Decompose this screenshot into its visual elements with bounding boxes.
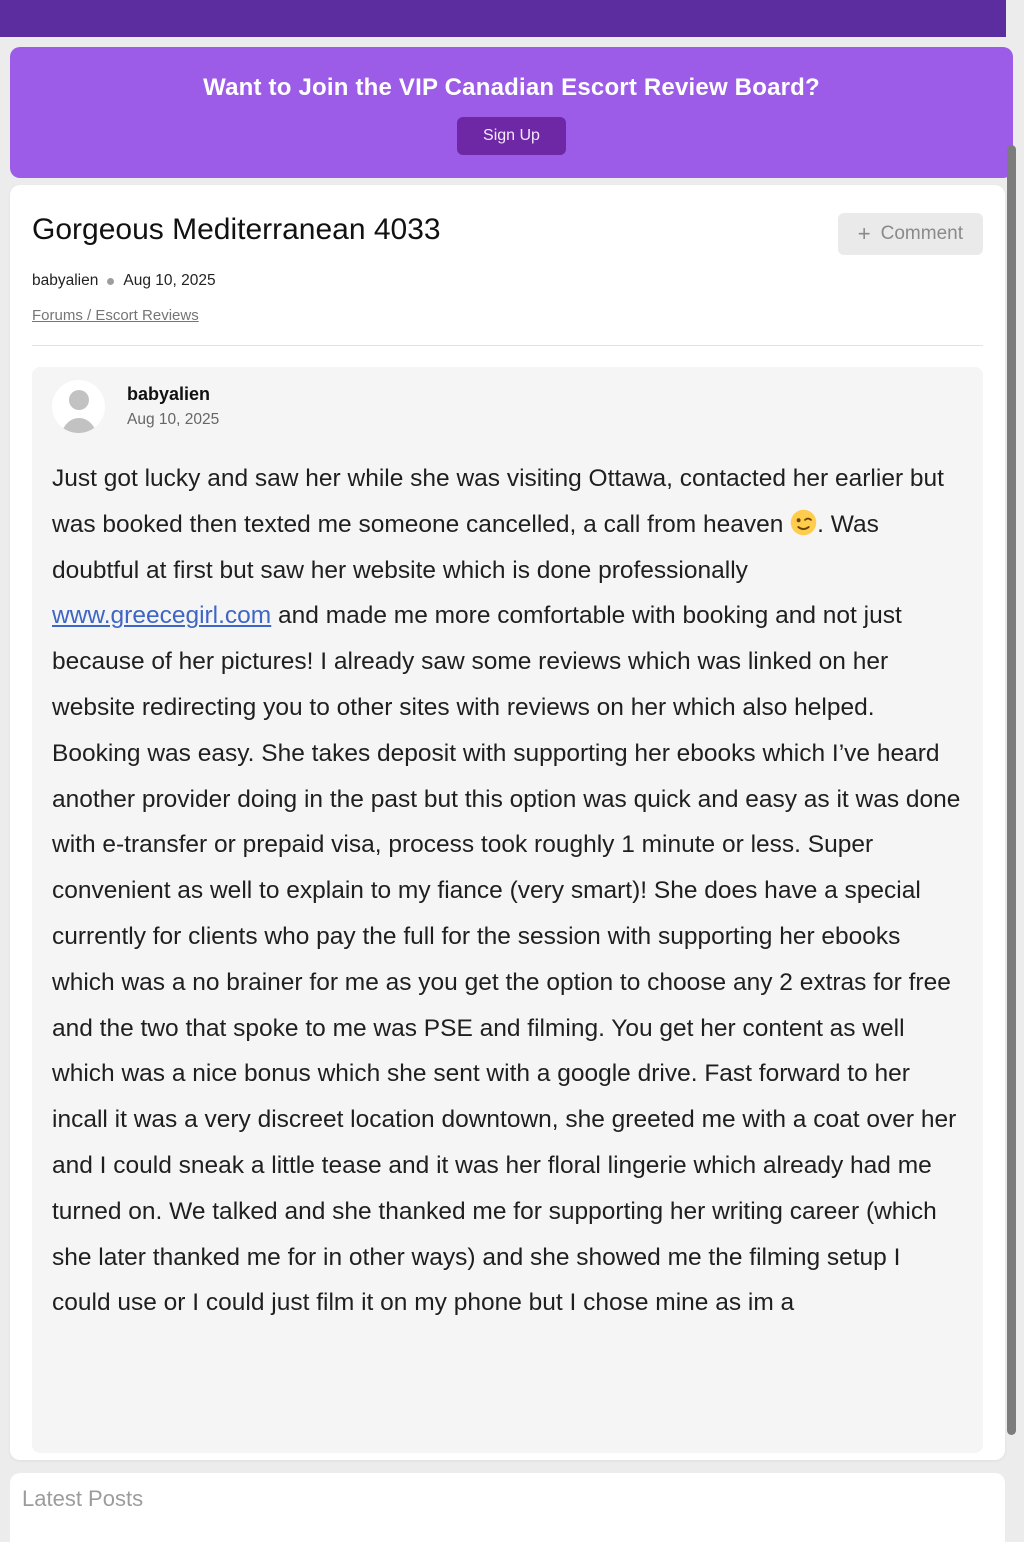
top-accent-bar [0,0,1006,37]
thread-author: babyalien [32,272,99,289]
avatar-person-icon [69,390,89,410]
thread-meta [32,272,983,290]
post [32,367,983,1453]
post-header [52,380,963,433]
comment-button-label: Comment [880,223,963,244]
post-author-block [127,384,219,429]
scrollbar-thumb[interactable] [1007,145,1016,1435]
avatar-person-shoulders [60,418,97,433]
post-text-1: Just got lucky and saw her while she was visiting Ottawa, contacted her earlier but was booked then texted me someone cancelled, a call from heaven [52,465,944,538]
thread-header [32,185,983,255]
post-body [52,456,963,1326]
comment-button[interactable] [838,213,983,255]
vip-signup-banner [10,47,1013,178]
thread-date: Aug 10, 2025 [123,272,216,289]
avatar [52,380,105,433]
sign-up-button[interactable]: Sign Up [457,117,566,155]
breadcrumb [32,307,983,324]
latest-posts-heading: Latest Posts [22,1486,144,1511]
plus-icon: + [857,221,871,246]
post-text-3: and made me more comfortable with booking and not just because of her pictures! I already saw some reviews which was linked on her website redirecting you to other sites with reviews on her which also helped. Booking was easy. She takes deposit with supporting her ebooks which I’ve heard another provider doing in the past but this option was quick and easy as it was done with e-transfer or prepaid visa, process took roughly 1 minute or less. Super convenient as well to explain to my fiance (very smart)! She does have a special currently for clients who pay the full for the session with supporting her ebooks which was a no brainer for me as you get the option to choose any 2 extras for free and the two that spoke to me was PSE and filming. You get her content as well which was a nice bonus which she sent with a google drive. Fast forward to her incall it was a very discreet location downtown, she greeted me with a coat over her and I could sneak a little tease and it was her floral lingerie which already had me turned on. We talked and she thanked me for supporting her writing career (which she later thanked me for in other ways) and she showed me the filming setup I could use or I could just film it on my phone but I chose mine as im a [52,602,961,1317]
thread-card [10,185,1005,1460]
divider [32,345,983,346]
wink-emoji-icon [790,509,817,536]
page-title: Gorgeous Mediterranean 4033 [32,213,441,246]
post-date: Aug 10, 2025 [127,411,220,428]
breadcrumb-link[interactable]: Forums / Escort Reviews [32,307,199,324]
post-author: babyalien [127,384,211,404]
banner-heading: Want to Join the VIP Canadian Escort Review Board? [203,74,820,101]
post-text-2: . Was doubtful at first but saw her website which is done professionally [52,510,879,584]
latest-posts-card [10,1473,1005,1542]
post-website-link[interactable]: www.greecegirl.com [52,602,272,630]
dot-separator-icon [107,278,114,285]
